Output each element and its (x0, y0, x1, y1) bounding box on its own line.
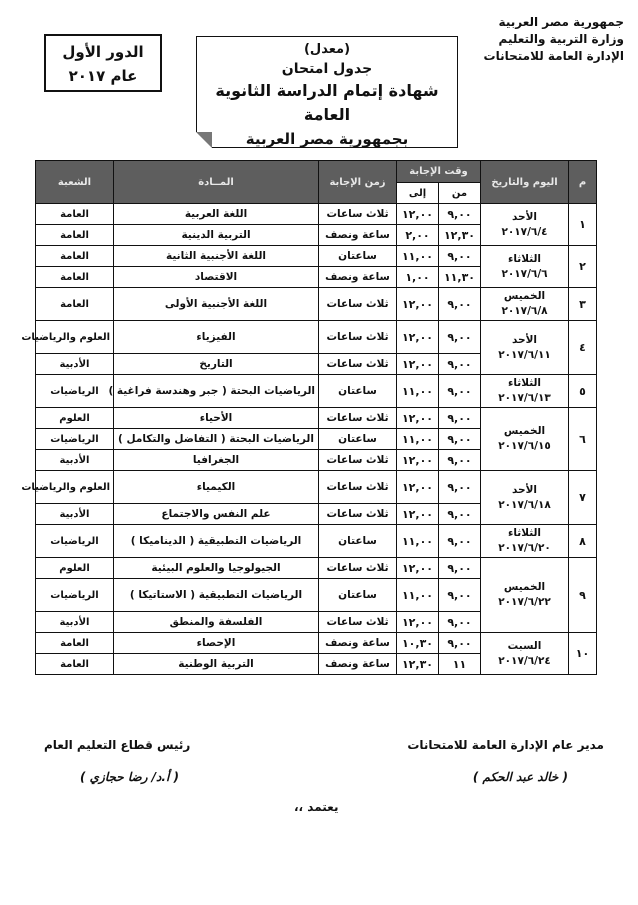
day-date-cell (481, 375, 569, 408)
title-country: بجمهورية مصر العربية (245, 130, 409, 148)
exam-date: ٢٠١٧/٦/١٥ (498, 440, 551, 452)
subject-cell: الإحصاء (114, 633, 319, 654)
time-from: ٩,٠٠ (439, 375, 481, 408)
time-from: ١١,٣٠ (439, 267, 481, 288)
day-date-cell (481, 204, 569, 246)
time-to: ١٢,٠٠ (397, 354, 439, 375)
time-to: ١٢,٠٠ (397, 450, 439, 471)
time-to: ١,٠٠ (397, 267, 439, 288)
row-number: ٧ (569, 471, 597, 525)
table-row (36, 321, 597, 354)
subject-cell: التربية الدينية (114, 225, 319, 246)
track-cell: الرياضيات (36, 525, 114, 558)
ministry-line: وزارة التربية والتعليم (498, 32, 624, 46)
duration-cell: ساعة ونصف (319, 633, 397, 654)
exam-date: ٢٠١٧/٦/٨ (501, 305, 548, 317)
exam-schedule-table (21, 160, 597, 675)
header-track: الشعبة (36, 161, 114, 204)
table-row (36, 525, 597, 558)
time-to: ١٢,٠٠ (397, 408, 439, 429)
time-from: ٩,٠٠ (439, 504, 481, 525)
row-number: ٦ (569, 408, 597, 471)
table-row (36, 558, 597, 579)
time-to: ١١,٠٠ (397, 429, 439, 450)
row-number: ٤ (569, 321, 597, 375)
header-from: من (439, 183, 481, 204)
header-time: وقت الإجابة (397, 161, 481, 183)
exam-date: ٢٠١٧/٦/٤ (501, 225, 548, 238)
time-from: ٩,٠٠ (439, 612, 481, 633)
track-cell: العامة (36, 246, 114, 267)
track-cell: العلوم (36, 408, 114, 429)
duration-cell: ساعتان (319, 429, 397, 450)
header-duration: زمن الإجابة (319, 161, 397, 204)
subject-cell: الرياضيات البحتة ( جبر وهندسة فراغية ) (114, 375, 319, 408)
subject-cell: الأحياء (114, 408, 319, 429)
day-name: السبت (507, 639, 542, 652)
time-to: ١٢,٠٠ (397, 504, 439, 525)
duration-cell: ثلاث ساعات (319, 471, 397, 504)
subject-cell: الفيزياء (114, 321, 319, 354)
duration-cell: ثلاث ساعات (319, 504, 397, 525)
time-from: ٩,٠٠ (439, 525, 481, 558)
round-label: الدور الأول (62, 43, 144, 61)
exam-date: ٢٠١٧/٦/٦ (501, 267, 548, 280)
track-cell: الأدبية (36, 450, 114, 471)
duration-cell: ثلاث ساعات (319, 408, 397, 429)
row-number: ٢ (569, 246, 597, 288)
duration-cell: ساعة ونصف (319, 267, 397, 288)
time-to: ١٠,٣٠ (397, 633, 439, 654)
header-seq: م (569, 161, 597, 204)
director-name: ( خالد عبد الحكم ) (472, 770, 568, 784)
track-cell: الرياضيات (36, 429, 114, 450)
day-name: الأحد (511, 333, 538, 346)
subject-cell: علم النفس والاجتماع (114, 504, 319, 525)
track-cell: الرياضيات (36, 375, 114, 408)
row-number: ٣ (569, 288, 597, 321)
track-cell: العامة (36, 204, 114, 225)
time-to: ١١,٠٠ (397, 579, 439, 612)
title-amended: (معدل) (303, 42, 351, 57)
schedule-body (21, 204, 597, 675)
duration-cell: ثلاث ساعات (319, 354, 397, 375)
sector-head-name: ( أ.د/ رضا حجازي ) (80, 770, 179, 784)
day-date-cell (481, 633, 569, 675)
subject-cell: الفلسفة والمنطق (114, 612, 319, 633)
duration-cell: ثلاث ساعات (319, 612, 397, 633)
page-fold-decoration (196, 132, 212, 148)
duration-cell: ثلاث ساعات (319, 288, 397, 321)
track-cell: الرياضيات (36, 579, 114, 612)
day-date-cell (481, 288, 569, 321)
track-cell: العامة (36, 633, 114, 654)
row-number: ١ (569, 204, 597, 246)
time-from: ٩,٠٠ (439, 288, 481, 321)
subject-cell: التاريخ (114, 354, 319, 375)
subject-cell: اللغة الأجنبية الأولى (114, 288, 319, 321)
time-to: ١١,٠٠ (397, 375, 439, 408)
exam-date: ٢٠١٧/٦/١١ (498, 348, 551, 361)
exam-date: ٢٠١٧/٦/١٨ (498, 498, 551, 511)
day-name: الخميس (503, 581, 546, 593)
time-to: ١٢,٠٠ (397, 321, 439, 354)
table-row (36, 246, 597, 267)
time-to: ٢,٠٠ (397, 225, 439, 246)
duration-cell: ساعتان (319, 579, 397, 612)
day-name: الخميس (503, 425, 546, 437)
title-certificate: شهادة إتمام الدراسة الثانوية العامة (215, 81, 439, 124)
time-to: ١١,٠٠ (397, 525, 439, 558)
row-number: ٨ (569, 525, 597, 558)
subject-cell: الكيمياء (114, 471, 319, 504)
day-date-cell (481, 246, 569, 288)
time-from: ٩,٠٠ (439, 558, 481, 579)
approved-label: يعتمد ،، (294, 800, 339, 814)
day-name: الخميس (503, 290, 546, 302)
track-cell: الأدبية (36, 612, 114, 633)
table-row (36, 633, 597, 654)
subject-cell: الجيولوجيا والعلوم البيئية (114, 558, 319, 579)
ministry-header (479, 14, 624, 65)
subject-cell: الرياضيات البحتة ( التفاضل والتكامل ) (114, 429, 319, 450)
day-name: الأحد (511, 483, 538, 496)
duration-cell: ساعتان (319, 525, 397, 558)
subject-cell: الاقتصاد (114, 267, 319, 288)
table-row (36, 408, 597, 429)
time-from: ١٢,٣٠ (439, 225, 481, 246)
row-number: ٩ (569, 558, 597, 633)
track-cell: العلوم (36, 558, 114, 579)
ministry-line: جمهورية مصر العربية (498, 15, 624, 29)
time-to: ١١,٠٠ (397, 246, 439, 267)
exam-date: ٢٠١٧/٦/٢٢ (498, 596, 551, 608)
exam-date: ٢٠١٧/٦/٢٤ (498, 654, 551, 667)
time-to: ١٢,٠٠ (397, 471, 439, 504)
day-name: الثلاثاء (507, 252, 542, 265)
time-from: ١١ (439, 654, 481, 675)
time-from: ٩,٠٠ (439, 246, 481, 267)
director-title: مدير عام الإدارة العامة للامتحانات (407, 738, 604, 752)
row-number: ٥ (569, 375, 597, 408)
exam-date: ٢٠١٧/٦/٢٠ (498, 542, 551, 554)
time-from: ٩,٠٠ (439, 633, 481, 654)
time-to: ١٢,٠٠ (397, 612, 439, 633)
ministry-line: الإدارة العامة للامتحانات (483, 49, 624, 63)
subject-cell: الجغرافيا (114, 450, 319, 471)
round-box (44, 34, 162, 92)
round-year: عام ٢٠١٧ (68, 67, 138, 85)
time-from: ٩,٠٠ (439, 204, 481, 225)
day-name: الأحد (511, 210, 538, 223)
track-cell: العلوم والرياضيات (36, 471, 114, 504)
day-name: الثلاثاء (507, 527, 542, 539)
time-from: ٩,٠٠ (439, 471, 481, 504)
title-schedule: جدول امتحان (281, 61, 373, 77)
duration-cell: ساعتان (319, 375, 397, 408)
duration-cell: ساعة ونصف (319, 225, 397, 246)
time-to: ١٢,٣٠ (397, 654, 439, 675)
day-date-cell (481, 321, 569, 375)
header-to: إلى (397, 183, 439, 204)
day-date-cell (481, 558, 569, 633)
track-cell: العلوم والرياضيات (36, 321, 114, 354)
sector-head-title: رئيس قطاع التعليم العام (44, 738, 191, 752)
row-number: ١٠ (569, 633, 597, 675)
table-row (36, 375, 597, 408)
time-from: ٩,٠٠ (439, 579, 481, 612)
time-from: ٩,٠٠ (439, 354, 481, 375)
table-row (36, 288, 597, 321)
time-from: ٩,٠٠ (439, 429, 481, 450)
time-to: ١٢,٠٠ (397, 204, 439, 225)
time-from: ٩,٠٠ (439, 408, 481, 429)
header-subject: المــادة (114, 161, 319, 204)
duration-cell: ثلاث ساعات (319, 204, 397, 225)
subject-cell: التربية الوطنية (114, 654, 319, 675)
day-date-cell (481, 471, 569, 525)
subject-cell: الرياضيات التطبيقية ( الاستاتيكا ) (114, 579, 319, 612)
day-name: الثلاثاء (507, 377, 542, 389)
track-cell: الأدبية (36, 504, 114, 525)
duration-cell: ثلاث ساعات (319, 450, 397, 471)
table-row (36, 204, 597, 225)
duration-cell: ثلاث ساعات (319, 558, 397, 579)
track-cell: العامة (36, 288, 114, 321)
duration-cell: ساعة ونصف (319, 654, 397, 675)
exam-date: ٢٠١٧/٦/١٣ (498, 392, 551, 404)
table-row (36, 471, 597, 504)
time-to: ١٢,٠٠ (397, 288, 439, 321)
track-cell: العامة (36, 267, 114, 288)
time-from: ٩,٠٠ (439, 321, 481, 354)
subject-cell: اللغة الأجنبية الثانية (114, 246, 319, 267)
track-cell: الأدبية (36, 354, 114, 375)
subject-cell: اللغة العربية (114, 204, 319, 225)
duration-cell: ثلاث ساعات (319, 321, 397, 354)
time-from: ٩,٠٠ (439, 450, 481, 471)
track-cell: العامة (36, 225, 114, 246)
day-date-cell (481, 525, 569, 558)
header-day: اليوم والتاريخ (481, 161, 569, 204)
title-box (196, 36, 458, 148)
duration-cell: ساعتان (319, 246, 397, 267)
day-date-cell (481, 408, 569, 471)
track-cell: العامة (36, 654, 114, 675)
subject-cell: الرياضيات التطبيقية ( الديناميكا ) (114, 525, 319, 558)
time-to: ١٢,٠٠ (397, 558, 439, 579)
